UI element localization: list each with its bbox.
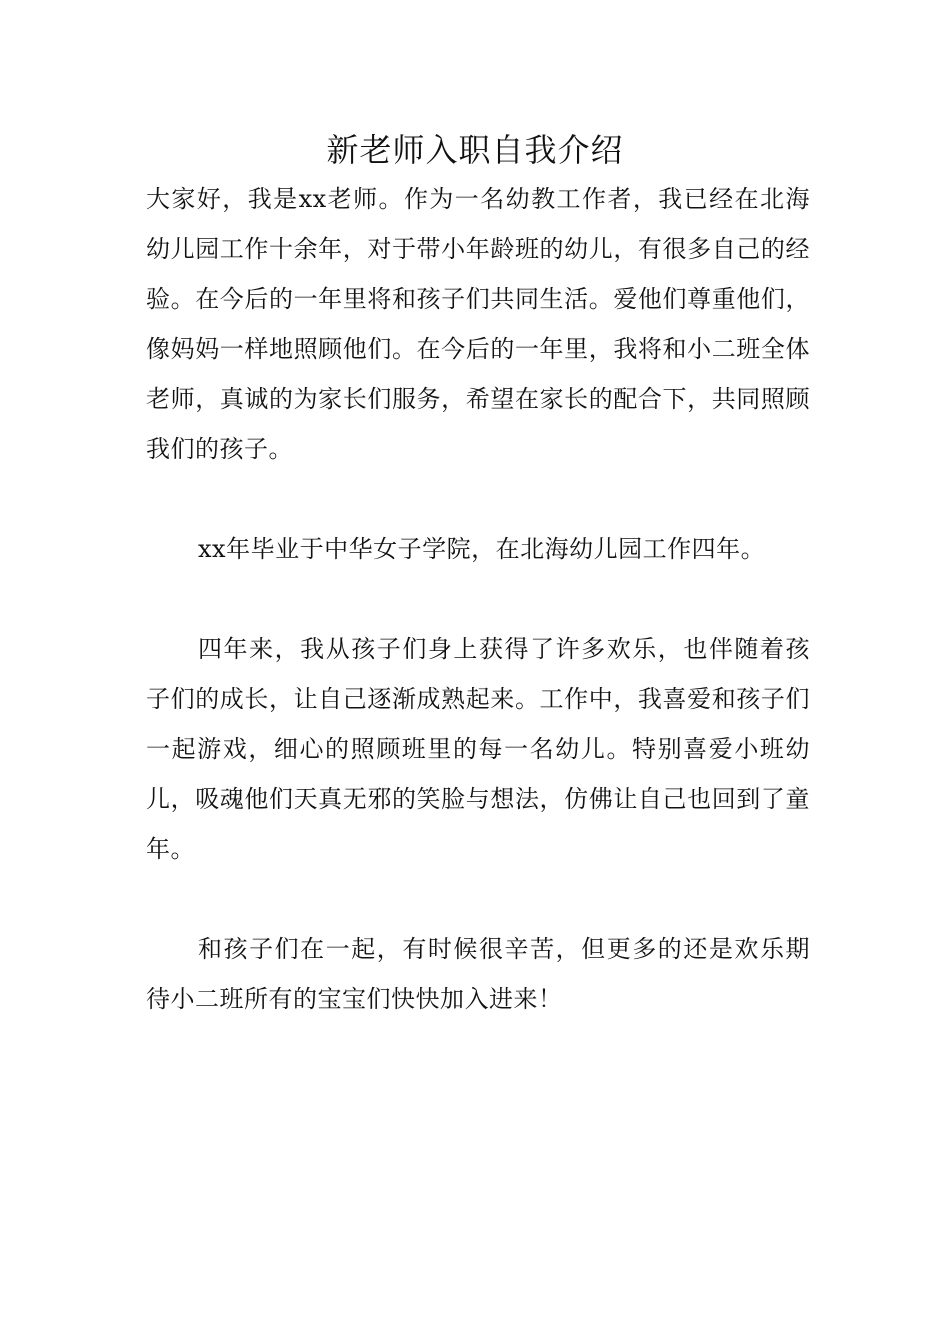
- paragraph-spacer: [146, 574, 810, 624]
- document-title: 新老师入职自我介绍: [326, 131, 624, 169]
- paragraph-experience: 四年来，我从孩子们身上获得了许多欢乐，也伴随着孩子们的成长，让自己逐渐成熟起来。工作中，我喜爱和孩子们一起游戏，细心的照顾班里的每一名幼儿。特别喜爱小班幼儿，吸魂他们天真无邪的笑脸与想法，仿佛让自己也回到了童年。: [146, 635, 810, 863]
- paragraph-spacer: [146, 874, 810, 924]
- paragraph-spacer: [146, 474, 810, 524]
- paragraph-closing: 和孩子们在一起，有时候很辛苦，但更多的还是欢乐期待小二班所有的宝宝们快快加入进来！: [146, 935, 810, 1013]
- paragraph-education: xx年毕业于中华女子学院，在北海幼儿园工作四年。: [198, 535, 766, 563]
- document-body: [146, 174, 810, 1024]
- paragraph-intro: 大家好，我是xx老师。作为一名幼教工作者，我已经在北海幼儿园工作十余年，对于带小年龄班的幼儿，有很多自己的经验。在今后的一年里将和孩子们共同生活。爱他们尊重他们，像妈妈一样地照顾他们。在今后的一年里，我将和小二班全体老师，真诚的为家长们服务，希望在家长的配合下，共同照顾我们的孩子。: [146, 185, 810, 463]
